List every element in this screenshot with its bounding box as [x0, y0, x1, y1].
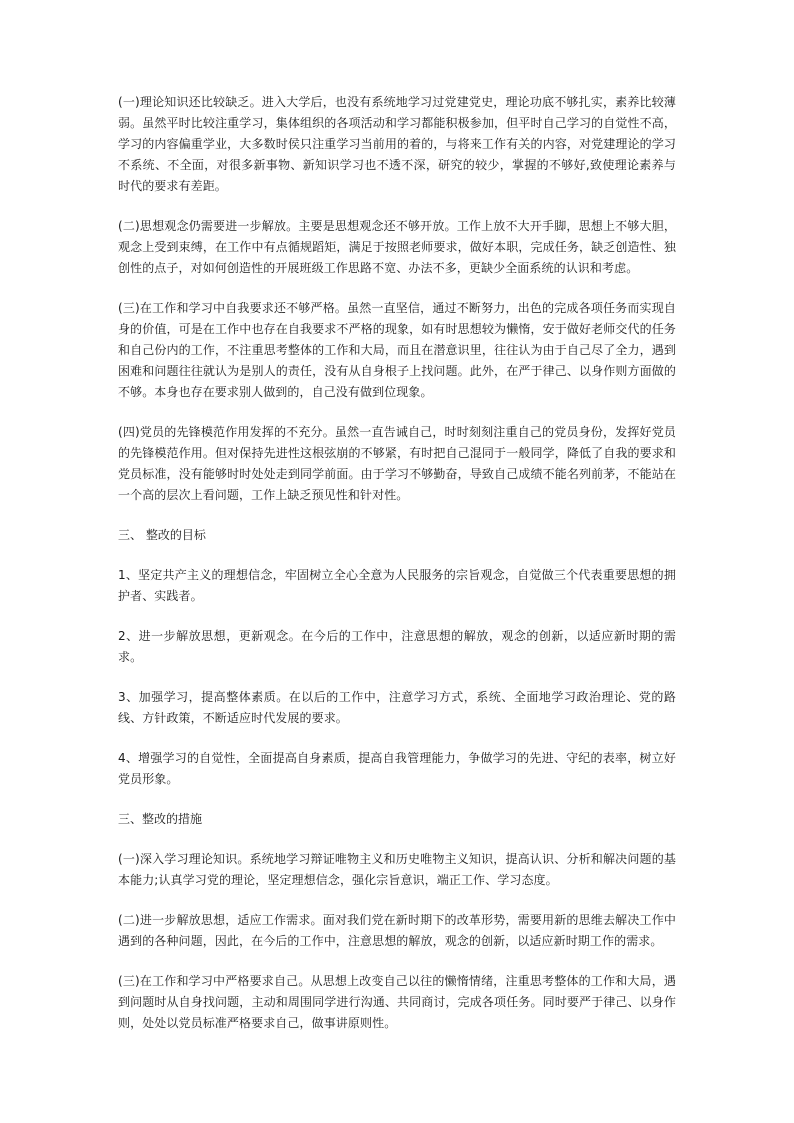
paragraph-self-requirements: (三)在工作和学习中自我要求还不够严格。虽然一直坚信，通过不断努力，出色的完成各项任务而实现自身的价值，可是在工作中也存在自我要求不严格的现象，如有时思想较为懒惰，安于做好老师交代的任务和自己份内的工作，不注重思考整体的工作和大局，而且在潜意识里，往往认为由于自己尽了全力，遇到困难和问题往往就认为是别人的责任，没有从自身根子上找问题。此外，在严于律己、以身作则方面做的不够。本身也存在要求别人做到的，自己没有做到位现象。	[118, 301, 676, 399]
goal-item-4: 4、增强学习的自觉性，全面提高自身素质，提高自我管理能力，争做学习的先进、守纪的表率，树立好党员形象。	[118, 751, 676, 786]
paragraph-theory-knowledge: (一)理论知识还比较缺乏。进入大学后，也没有系统地学习过党建党史，理论功底不够扎实，素养比较薄弱。虽然平时比较注重学习，集体组织的各项活动和学习都能积极参加，但平时自己学习的自觉性不高，学习的内容偏重学业，大多数时侯只注重学习当前用的着的，与将来工作有关的内容，对党建理论的学习不系统、不全面，对很多新事物、新知识学习也不透不深，研究的较少，掌握的不够好,致使理论素养与时代的要求有差距。	[118, 95, 676, 193]
goal-item-1: 1、坚定共产主义的理想信念，牢固树立全心全意为人民服务的宗旨观念，自觉做三个代表重要思想的拥护者、实践者。	[118, 568, 676, 603]
measure-item-2: (二)进一步解放思想，适应工作需求。面对我们党在新时期下的改革形势，需要用新的思维去解决工作中遇到的各种问题，因此，在今后的工作中，注意思想的解放，观念的创新，以适应新时期工作的需求。	[118, 913, 676, 948]
goal-item-3: 3、加强学习，提高整体素质。在以后的工作中，注意学习方式，系统、全面地学习政治理论、党的路线、方针政策，不断适应时代发展的要求。	[118, 690, 676, 725]
measure-item-1: (一)深入学习理论知识。系统地学习辩证唯物主义和历史唯物主义知识，提高认识、分析和解决问题的基本能力;认真学习党的理论，坚定理想信念，强化宗旨意识，端正工作、学习态度。	[118, 852, 676, 887]
heading-rectification-goals: 三、 整改的目标	[118, 528, 206, 542]
paragraph-party-member-role: (四)党员的先锋模范作用发挥的不充分。虽然一直告诫自己，时时刻刻注重自己的党员身份，发挥好党员的先锋模范作用。但对保持先进性这根弦崩的不够紧，有时把自己混同于一般同学，降低了自我的要求和党员标准，没有能够时时处处走到同学前面。由于学习不够勤奋，导致自己成绩不能名列前茅，不能站在一个高的层次上看问题，工作上缺乏预见性和针对性。	[118, 425, 676, 502]
heading-rectification-measures: 三、整改的措施	[118, 812, 203, 826]
measure-item-3: (三)在工作和学习中严格要求自己。从思想上改变自己以往的懒惰情绪，注重思考整体的工作和大局，遇到问题时从自身找问题，主动和周围同学进行沟通、共同商讨，完成各项任务。同时要严于律己、以身作则，处处以党员标准严格要求自己，做事讲原则性。	[118, 974, 676, 1030]
document-body	[118, 92, 676, 1053]
goal-item-2: 2、进一步解放思想，更新观念。在今后的工作中，注意思想的解放，观念的创新，以适应新时期的需求。	[118, 629, 676, 664]
paragraph-thought-concepts: (二)思想观念仍需要进一步解放。主要是思想观念还不够开放。工作上放不大开手脚，思想上不够大胆，观念上受到束缚，在工作中有点循规蹈矩，满足于按照老师要求，做好本职，完成任务，缺乏创造性、独创性的点子，对如何创造性的开展班级工作思路不宽、办法不多，更缺少全面系统的认识和考虑。	[118, 219, 676, 275]
